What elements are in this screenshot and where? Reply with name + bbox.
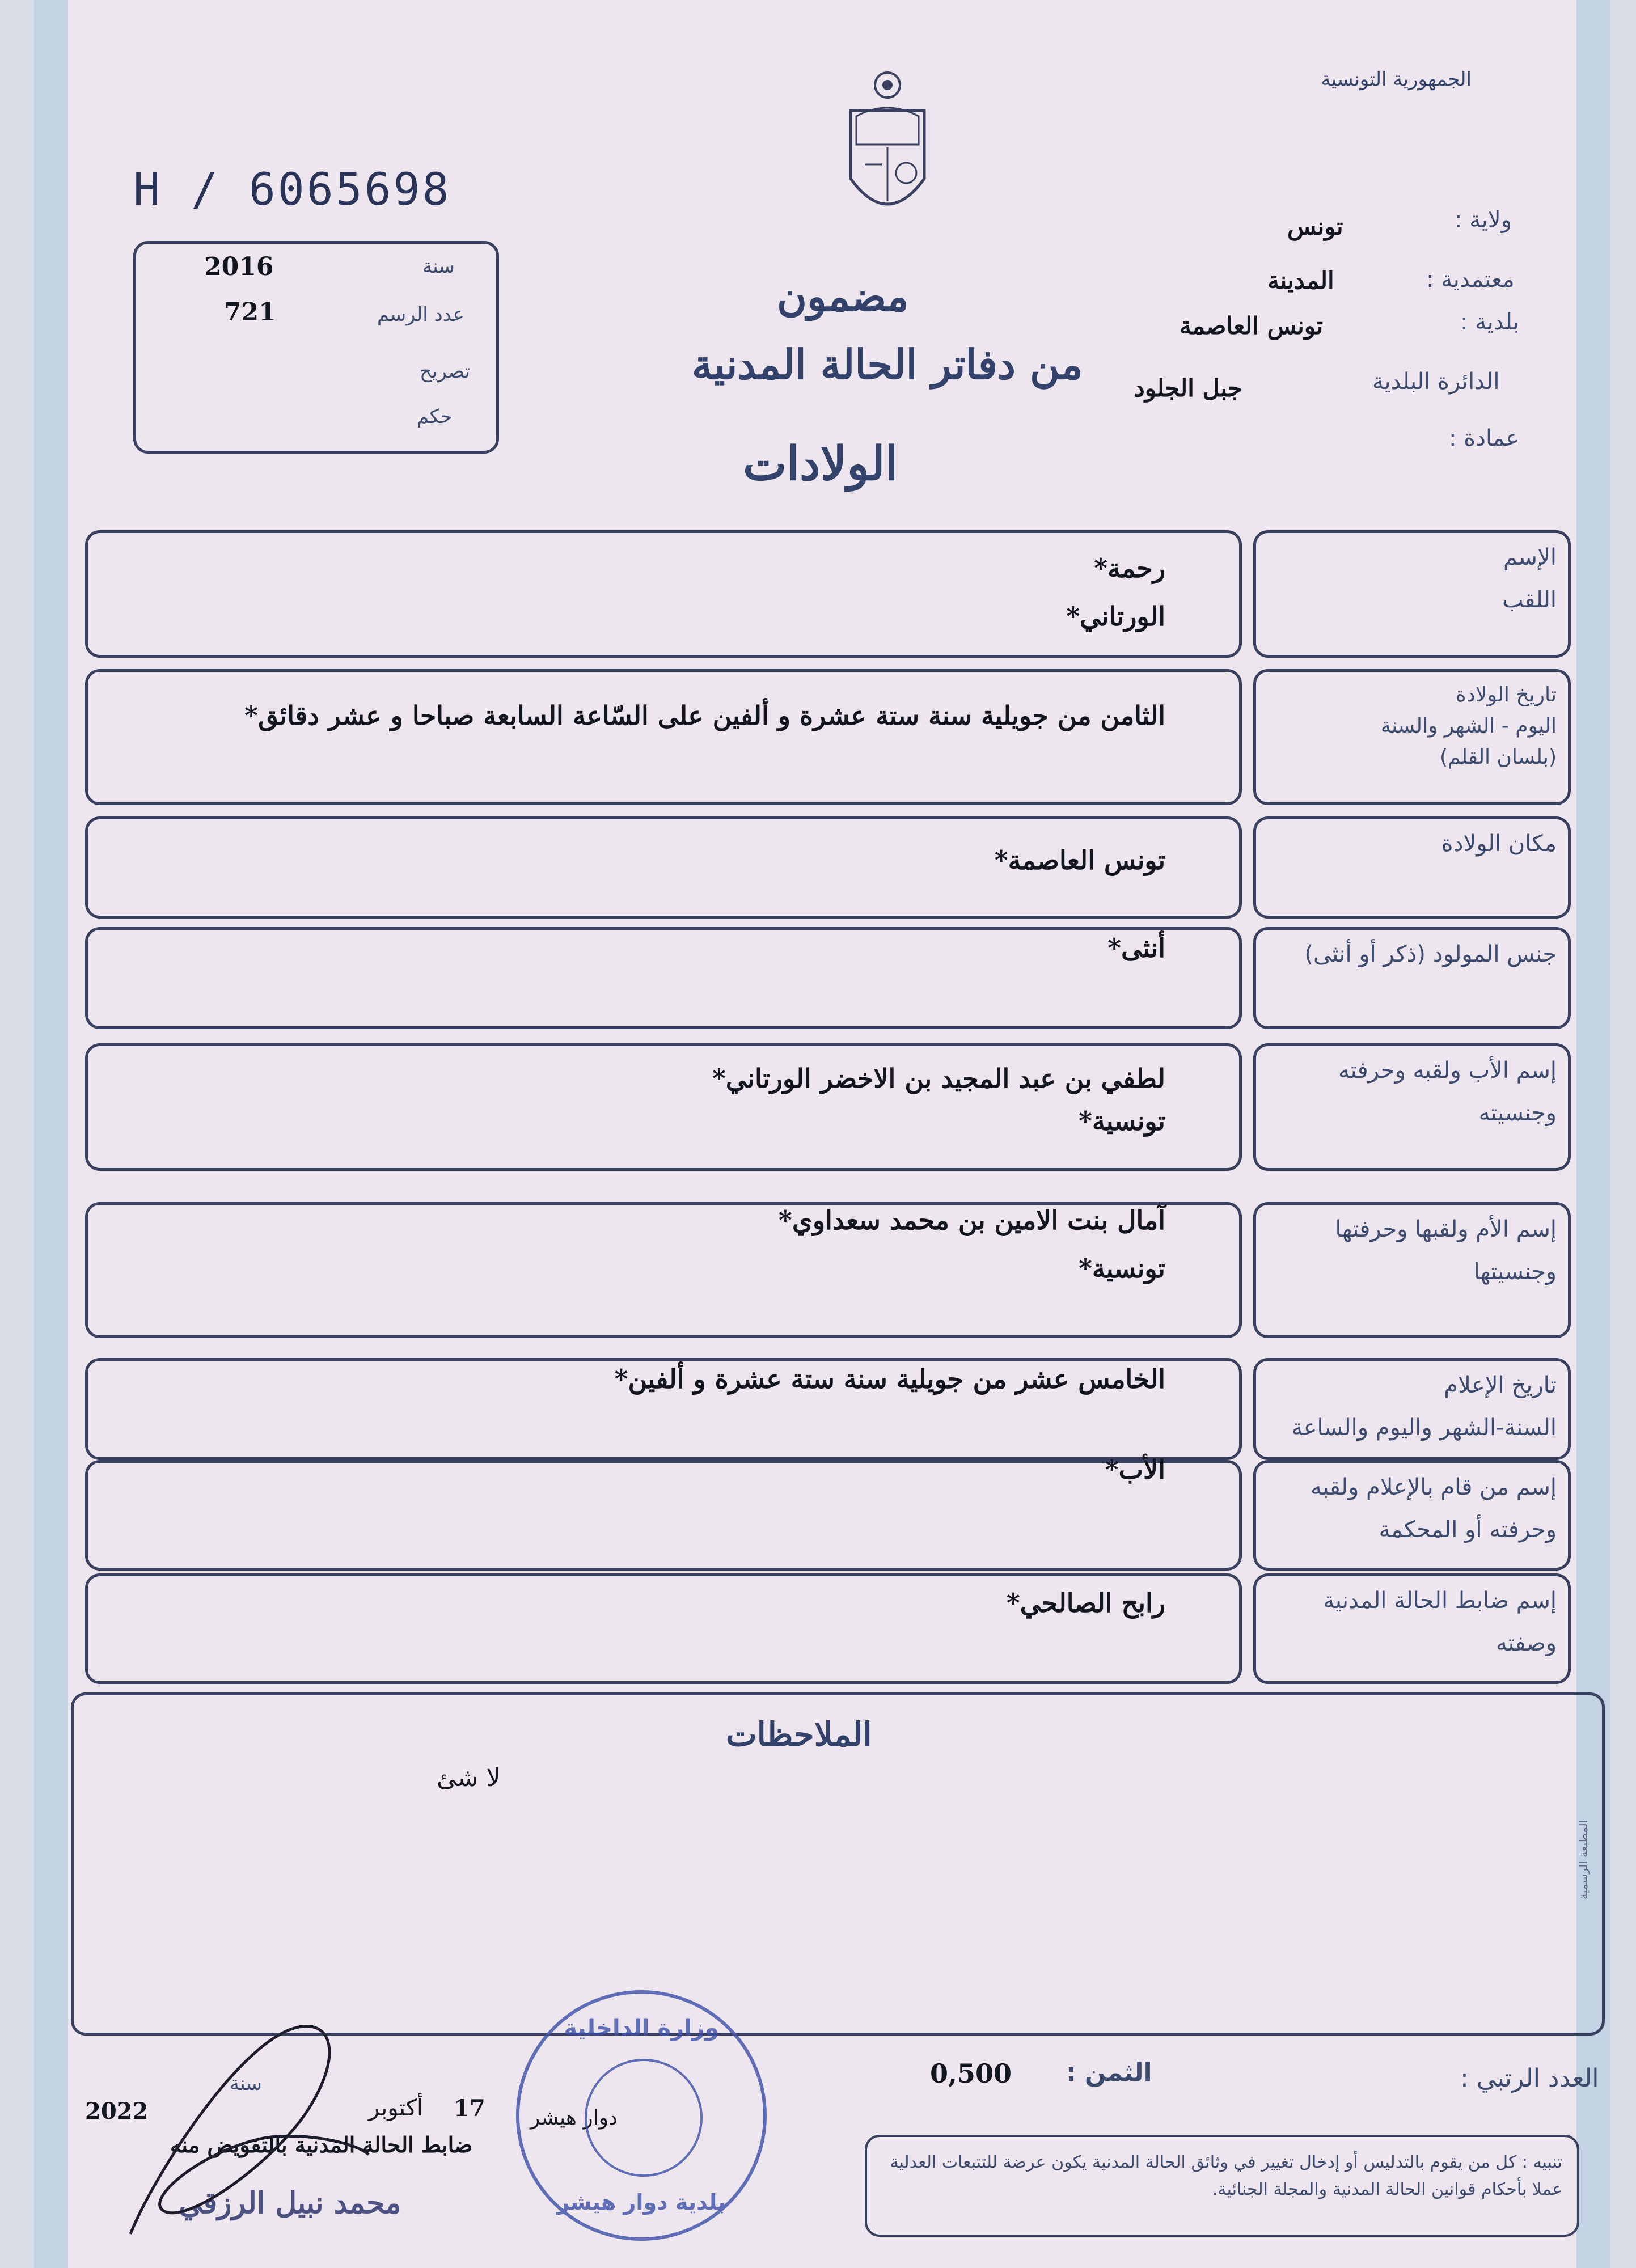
- registry-year-label: سنة: [422, 255, 455, 278]
- field-label: وجنسيته: [1478, 1100, 1557, 1126]
- republic-heading: الجمهورية التونسية: [1321, 68, 1472, 91]
- officer-name: محمد نبيل الرزقي: [179, 2186, 401, 2220]
- remarks-title: الملاحظات: [726, 1715, 872, 1754]
- motamadia-label: معتمدية :: [1426, 266, 1515, 293]
- field-label: اليوم - الشهر والسنة: [1380, 714, 1557, 738]
- registry-declaration-label: تصريح: [420, 360, 471, 383]
- field-value: الأب*: [1105, 1454, 1165, 1485]
- field-label: تاريخ الولادة: [1455, 683, 1557, 706]
- field-value: أنثى*: [1107, 933, 1165, 963]
- document-title-line2: من دفاتر الحالة المدنية: [692, 340, 1083, 388]
- field-label: جنس المولود (ذكر أو أنثى): [1304, 941, 1557, 967]
- section-title: الولادات: [743, 437, 898, 491]
- official-stamp: [516, 1990, 767, 2241]
- field-value: رابح الصالحي*: [1006, 1588, 1165, 1618]
- issue-year-label: سنة: [230, 2072, 262, 2095]
- daira-value: جبل الجلود: [1134, 374, 1242, 402]
- issue-place: دوار هيشر: [530, 2106, 618, 2130]
- serial-number-label: العدد الرتبي :: [1460, 2064, 1599, 2093]
- field-value: تونس العاصمة*: [994, 845, 1165, 875]
- registry-year-value: 2016: [204, 252, 274, 281]
- field-value: رحمة*: [1094, 553, 1165, 583]
- price-value: 0,500: [930, 2058, 1012, 2089]
- field-value: الثامن من جويلية سنة ستة عشرة و ألفين على السّاعة السابعة صباحا و عشر دقائق*: [244, 700, 1165, 731]
- issue-day: 17: [454, 2095, 485, 2122]
- wilaya-value: تونس: [1287, 213, 1343, 240]
- field-label: إسم ضابط الحالة المدنية: [1323, 1588, 1557, 1614]
- field-value-box: [85, 530, 1242, 658]
- motamadia-value: المدينة: [1267, 266, 1334, 294]
- registry-number-value: 721: [224, 298, 276, 327]
- field-label: إسم الأم ولقبها وحرفتها: [1335, 1216, 1557, 1242]
- document-title-line1: مضمون: [777, 272, 909, 320]
- document-serial: H / 6065698: [133, 164, 451, 215]
- stamp-bottom-text: بلدية دوار هيشر: [557, 2190, 726, 2215]
- wilaya-label: ولاية :: [1455, 207, 1512, 233]
- field-value: تونسية*: [1078, 1253, 1165, 1284]
- field-label: الإسم: [1503, 544, 1557, 570]
- field-label: إسم من قام بالإعلام ولقبه: [1311, 1474, 1557, 1500]
- daira-label: الدائرة البلدية: [1372, 369, 1500, 395]
- price-label: الثمن :: [1066, 2058, 1152, 2087]
- issue-month: أكتوبر: [369, 2095, 424, 2121]
- field-label: وصفته: [1495, 1630, 1557, 1656]
- registry-number-label: عدد الرسم: [377, 303, 464, 326]
- field-value: الورتاني*: [1066, 601, 1165, 632]
- field-value: تونسية*: [1078, 1106, 1165, 1136]
- field-value: آمال بنت الامين بن محمد سعداوي*: [778, 1205, 1165, 1235]
- field-label: السنة-الشهر واليوم والساعة: [1291, 1415, 1557, 1441]
- field-label: اللقب: [1502, 587, 1557, 613]
- omada-label: عمادة :: [1449, 425, 1520, 451]
- field-label: (بلسان القلم): [1439, 746, 1557, 769]
- field-label: إسم الأب ولقبه وحرفته: [1338, 1057, 1557, 1084]
- field-value: لطفي بن عبد المجيد بن الاخضر الورتاني*: [712, 1063, 1165, 1094]
- officer-title: ضابط الحالة المدنية بالتفويض منه: [170, 2132, 473, 2157]
- field-value: الخامس عشر من جويلية سنة ستة عشرة و ألفين*: [614, 1364, 1165, 1394]
- field-label: وحرفته أو المحكمة: [1379, 1517, 1557, 1543]
- stamp-top-text: وزارة الداخلية: [564, 2015, 719, 2041]
- coat-of-arms-icon: [834, 65, 941, 235]
- baladia-value: تونس العاصمة: [1180, 312, 1324, 340]
- field-value-box: [85, 669, 1242, 805]
- issue-year: 2022: [85, 2098, 149, 2125]
- field-label: مكان الولادة: [1441, 831, 1557, 857]
- remarks-value: لا شئ: [437, 1763, 501, 1792]
- registry-judgment-label: حكم: [417, 405, 453, 428]
- field-label: وجنسيتها: [1473, 1259, 1557, 1285]
- signature: [119, 2007, 380, 2251]
- notice-text: تنبيه : كل من يقوم بالتدليس أو إدخال تغيير في وثائق الحالة المدنية يكون عرضة للتتبعات العدلية عملا بأحكام قوانين الحالة المدنية والمجلة الجنائية.: [890, 2152, 1562, 2199]
- margin-code: المطبعة الرسمية: [1576, 1820, 1590, 1899]
- baladia-label: بلدية :: [1460, 309, 1520, 335]
- field-label: تاريخ الإعلام: [1444, 1372, 1557, 1398]
